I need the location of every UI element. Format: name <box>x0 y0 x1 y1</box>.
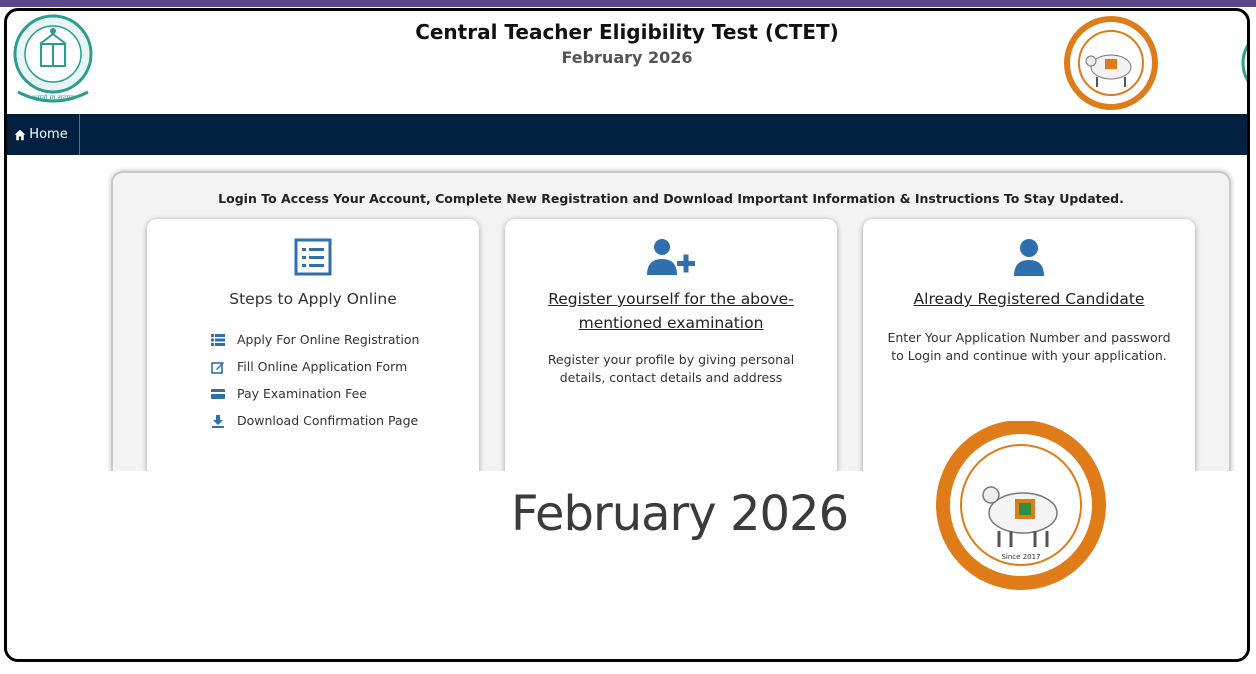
step-fill-form[interactable] <box>211 353 419 380</box>
register-link-text: Register yourself for the above-mentioned examination <box>548 290 794 332</box>
step-label: Apply For Online Registration <box>237 332 420 347</box>
gauvanshi-seal-large <box>931 421 1117 591</box>
step-pay-fee[interactable] <box>211 380 419 407</box>
login-description: Enter Your Application Number and password to Login and continue with your application. <box>887 330 1171 363</box>
nav-home-link[interactable] <box>4 114 80 155</box>
step-label: Fill Online Application Form <box>237 359 408 374</box>
step-label: Download Confirmation Page <box>237 413 419 428</box>
nav-home-label: Home <box>29 127 68 142</box>
download-icon <box>211 414 225 428</box>
steps-list <box>211 326 419 434</box>
login-link-text: Already Registered Candidate <box>913 290 1145 308</box>
panel-heading: Login To Access Your Account, Complete New Registration and Download Important Information & Instructions To Stay Updated. <box>218 191 1124 206</box>
gauvanshi-seal-small <box>1061 15 1161 111</box>
svg-text:Since 2017: Since 2017 <box>1001 553 1041 561</box>
edit-icon <box>211 360 225 374</box>
navbar <box>4 114 1250 155</box>
form-list-icon <box>293 237 333 277</box>
page-title: Central Teacher Eligibility Test (CTET) <box>415 20 839 44</box>
step-apply-registration[interactable] <box>211 326 419 353</box>
banner-date-text: February 2026 <box>511 486 849 542</box>
steps-card-title: Steps to Apply Online <box>229 290 397 308</box>
home-icon <box>14 129 26 141</box>
register-description: Register your profile by giving personal details, contact details and address <box>547 352 795 385</box>
header <box>7 11 1247 113</box>
card-icon <box>211 387 225 401</box>
login-link[interactable] <box>883 287 1175 311</box>
step-download-confirmation[interactable] <box>211 407 419 434</box>
user-icon <box>1009 237 1049 277</box>
edge-logo-fragment <box>1237 23 1250 103</box>
top-accent-strip <box>0 0 1256 7</box>
list-icon <box>211 333 225 347</box>
page-subtitle: February 2026 <box>561 48 693 67</box>
user-plus-icon <box>645 237 697 277</box>
page-frame <box>4 8 1250 662</box>
svg-text:असतो मा सद्गमय: असतो मा सद्गमय <box>31 94 75 102</box>
register-link[interactable] <box>525 287 817 335</box>
step-label: Pay Examination Fee <box>237 386 367 401</box>
